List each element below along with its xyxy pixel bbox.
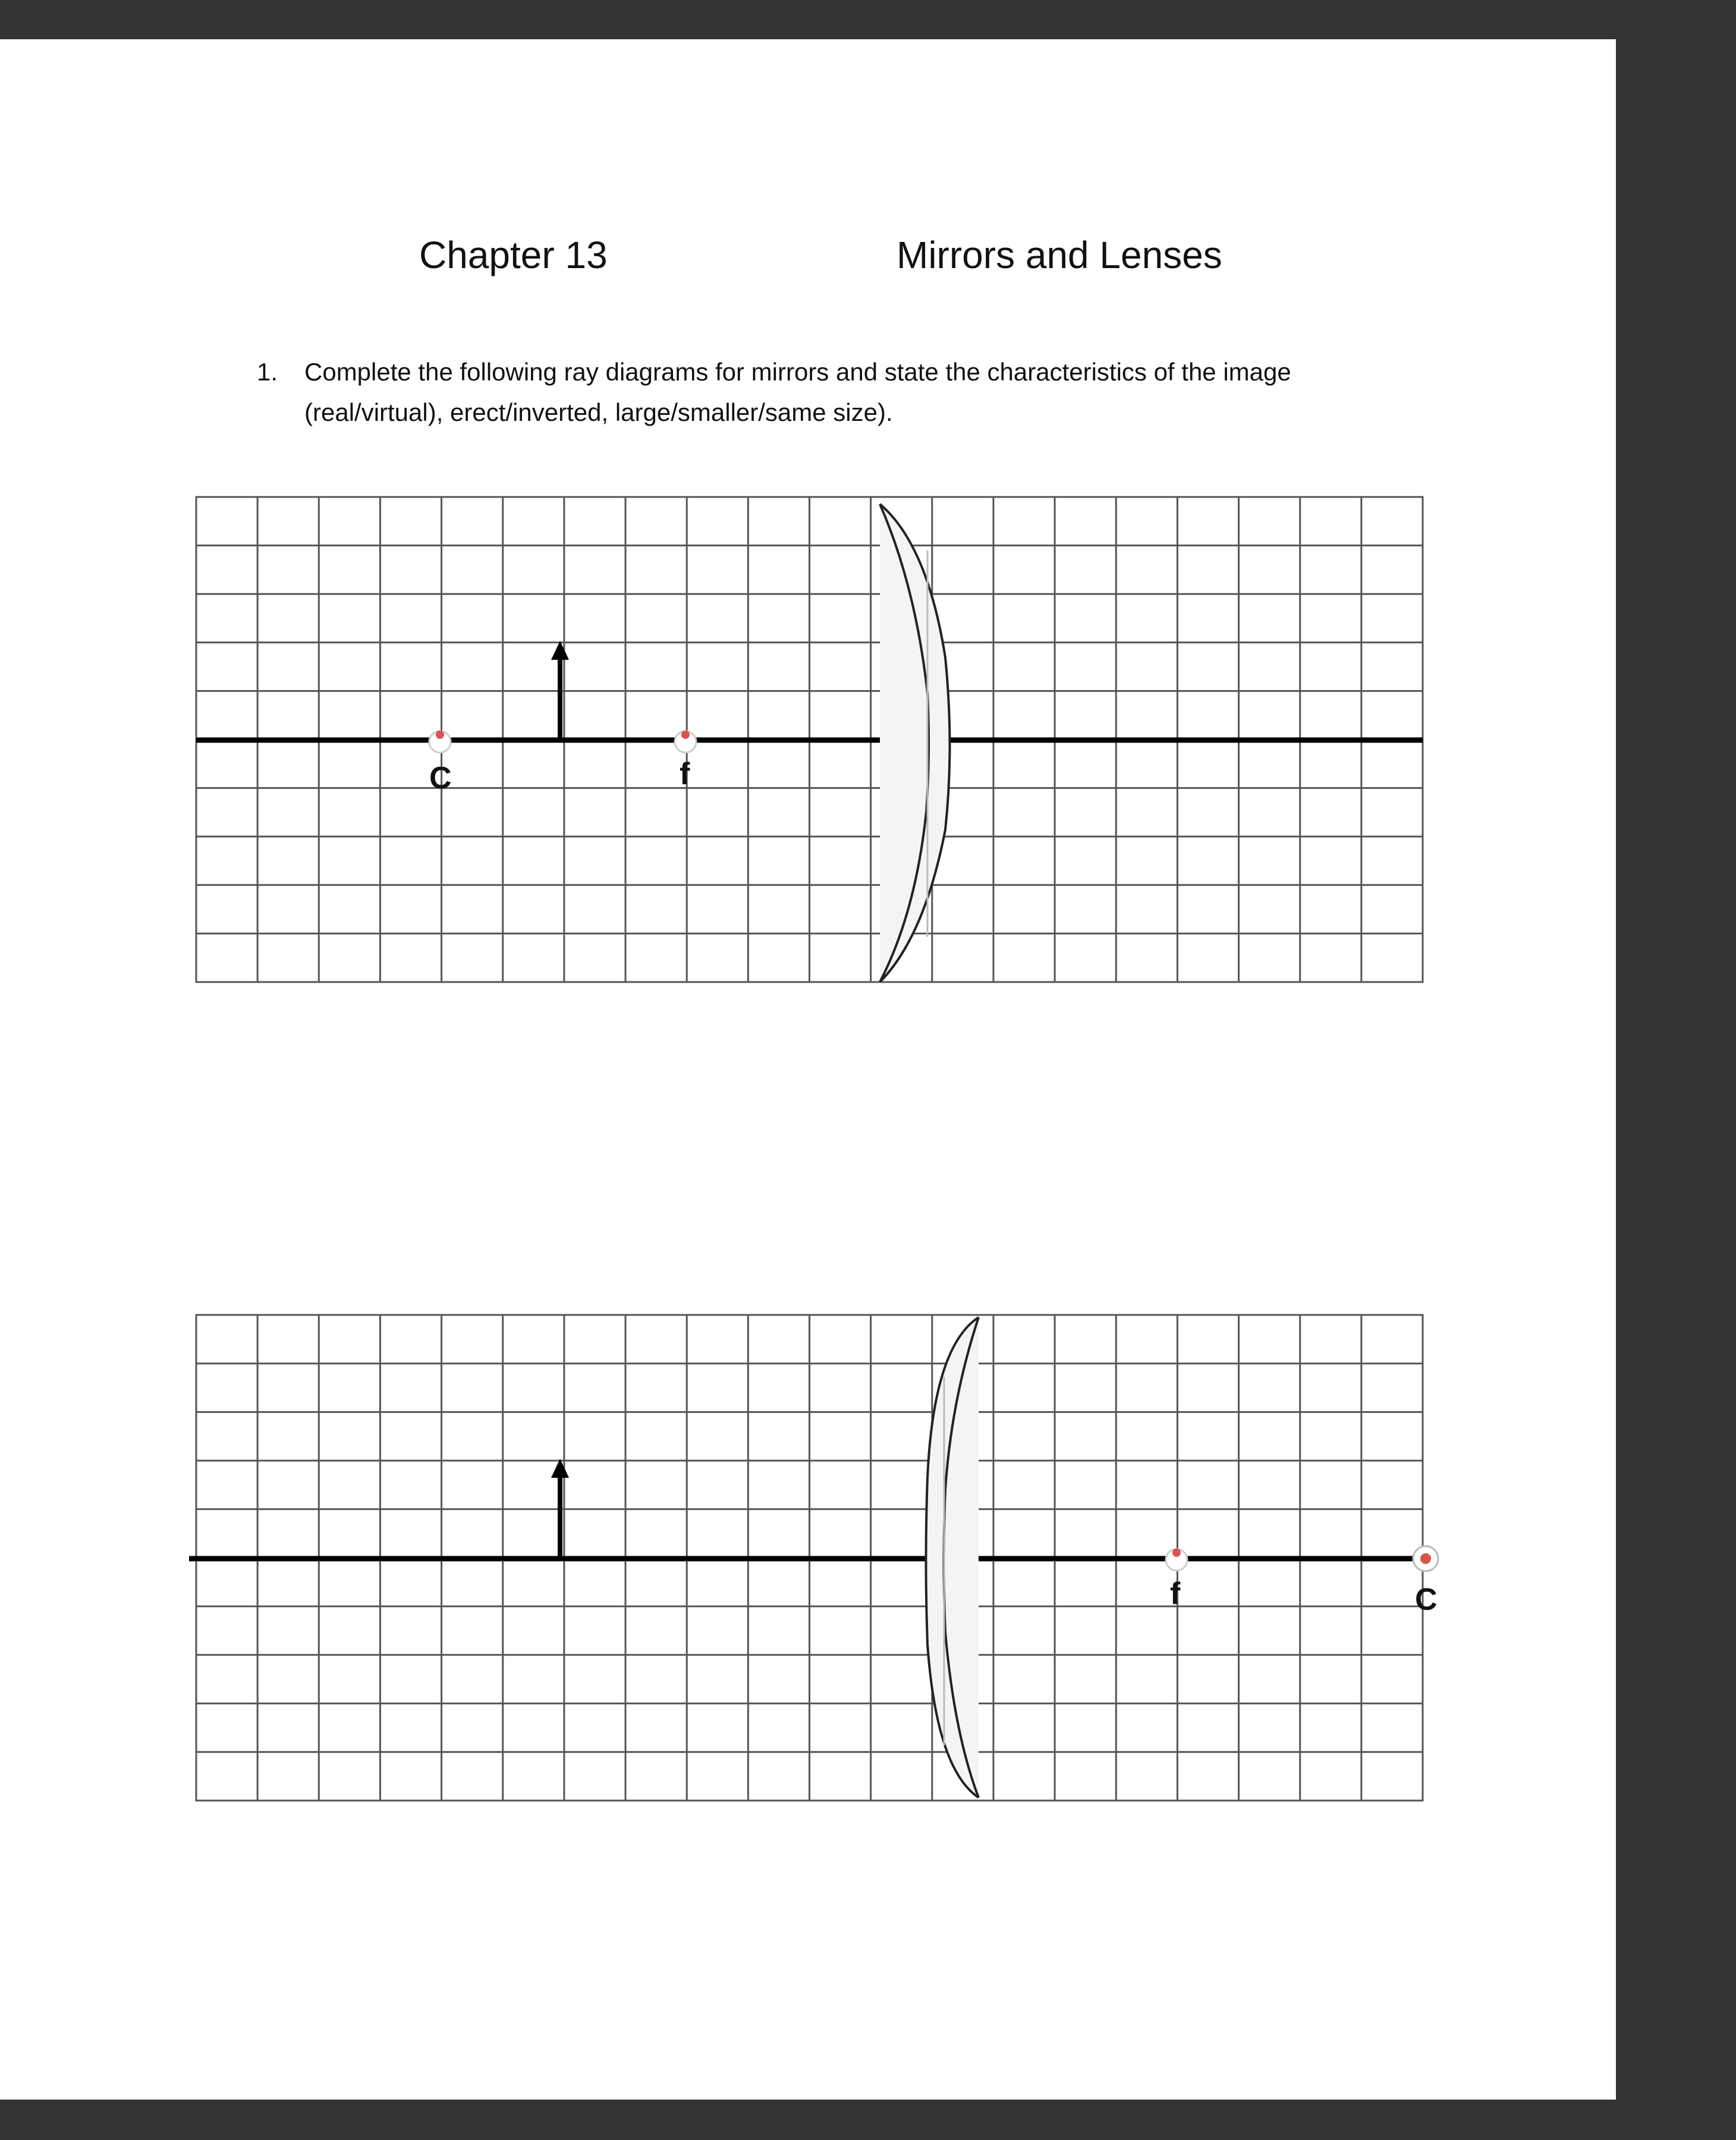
worksheet-page bbox=[0, 39, 1616, 2100]
focal-point-marker bbox=[1166, 1549, 1187, 1571]
center-point-marker bbox=[429, 731, 451, 753]
page-title: Mirrors and Lenses bbox=[897, 234, 1222, 276]
ray-diagram-1 bbox=[0, 455, 1616, 990]
question-text-line-2: (real/virtual), erect/inverted, large/smaller/same size). bbox=[304, 398, 893, 426]
focal-label: f bbox=[1170, 1576, 1181, 1611]
chapter-heading: Chapter 13 bbox=[419, 234, 608, 276]
ray-diagram-2 bbox=[0, 1270, 1616, 1805]
mirror bbox=[880, 504, 950, 982]
center-label: C bbox=[429, 761, 452, 795]
question-text-line-1: Complete the following ray diagrams for mirrors and state the characteristics of the image bbox=[304, 358, 1291, 386]
mirror bbox=[926, 1317, 979, 1798]
focal-point-marker bbox=[675, 731, 696, 753]
focal-label: f bbox=[680, 757, 690, 791]
center-label: C bbox=[1415, 1582, 1438, 1617]
question-number: 1. bbox=[257, 358, 278, 386]
center-point-marker bbox=[1413, 1546, 1438, 1571]
